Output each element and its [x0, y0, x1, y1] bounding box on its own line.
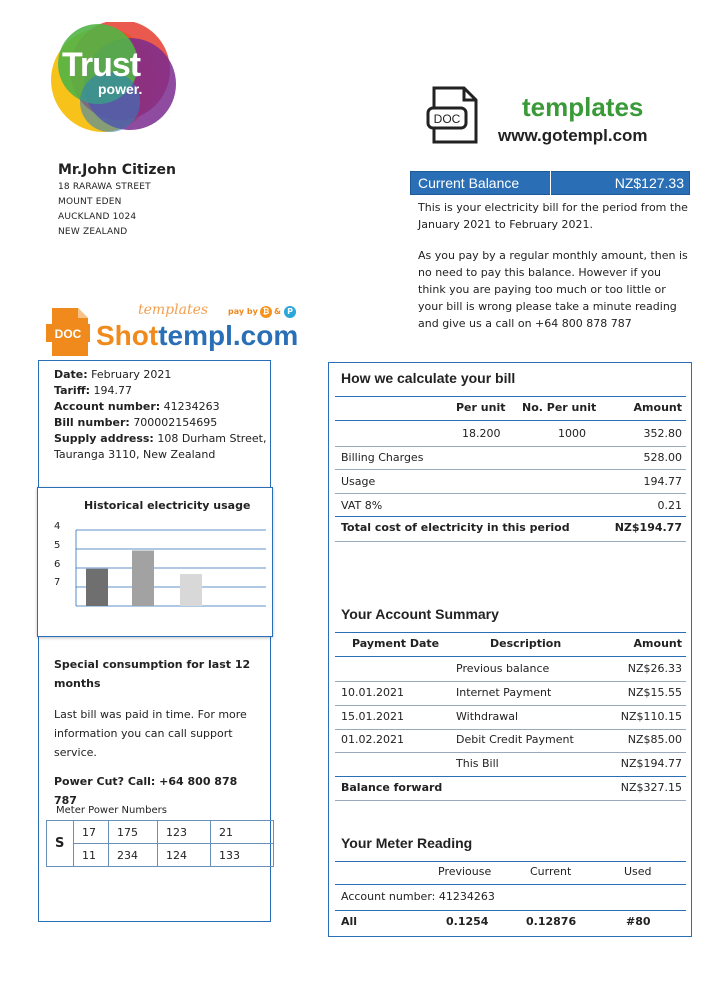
meter-row-label: S — [47, 821, 74, 867]
reading-header-used: Used — [624, 865, 652, 878]
paypal-icon: P — [284, 306, 296, 318]
logo-trust-text: Trust — [62, 46, 141, 84]
calc-rule-total — [335, 516, 686, 517]
doc-icon-label-orange: DOC — [54, 327, 82, 341]
summary-row-date: 01.02.2021 — [341, 733, 404, 746]
info-date — [54, 367, 171, 383]
supply-value-line-2: Tauranga 3110, New Zealand — [54, 448, 216, 461]
chart-y-tick-label: 6 — [54, 559, 61, 570]
summary-row-amount: NZ$26.33 — [627, 662, 682, 675]
doc-icon-label: DOC — [433, 112, 461, 126]
reading-account-value: 41234263 — [438, 890, 495, 903]
supply-value: 108 Durham Street, — [157, 432, 267, 445]
reading-rule-top — [335, 861, 686, 862]
reading-account — [341, 890, 495, 903]
address-line-1: 18 RARAWA STREET — [58, 182, 151, 192]
reading-all-label: All — [341, 915, 358, 928]
chart-y-tick-label: 5 — [54, 540, 61, 551]
customer-name: Mr.John Citizen — [58, 162, 176, 178]
calc-total-value: NZ$194.77 — [614, 521, 682, 534]
meter-cell: 124 — [158, 844, 211, 867]
chart-title: Historical electricity usage — [84, 499, 251, 512]
reading-used-value: #80 — [626, 915, 651, 928]
chart-bar — [86, 569, 108, 606]
watermark-shot-part: Shot — [96, 320, 159, 351]
summary-rule-bottom — [335, 800, 686, 801]
meter-row — [47, 821, 274, 844]
info-bill-number — [54, 415, 217, 431]
current-balance-label: Current Balance — [418, 175, 520, 191]
tariff-value: 194.77 — [93, 384, 133, 397]
meter-cell: 133 — [211, 844, 274, 867]
summary-row-amount: NZ$194.77 — [620, 757, 682, 770]
info-supply — [54, 431, 266, 447]
supply-label: Supply address: — [54, 432, 154, 445]
calc-row-amount: 0.21 — [657, 499, 682, 512]
pay-by-text: pay by — [228, 307, 258, 316]
usage-chart — [40, 510, 270, 620]
special-consumption-title: Special consumption for last 12 months — [54, 658, 251, 690]
watermark-url[interactable]: www.gotempl.com — [498, 126, 648, 145]
summary-row-amount: NZ$85.00 — [627, 733, 682, 746]
summary-row-amount: NZ$110.15 — [620, 710, 682, 723]
balance-message-period: This is your electricity bill for the period from the January 2021 to February 2021. — [418, 201, 688, 231]
meter-cell: 123 — [158, 821, 211, 844]
summary-row-rule — [335, 729, 686, 730]
summary-rule-header — [335, 656, 686, 657]
calc-row-label: Billing Charges — [341, 451, 424, 464]
summary-row-description: Debit Credit Payment — [456, 733, 574, 746]
calc-rule-bottom — [335, 541, 686, 542]
reading-rule — [335, 910, 686, 911]
chart-y-tick-label: 4 — [54, 521, 61, 532]
reading-header-current: Current — [530, 865, 572, 878]
calc-row-label: VAT 8% — [341, 499, 383, 512]
summary-row-rule — [335, 705, 686, 706]
doc-file-icon — [426, 86, 482, 146]
calc-rule-header — [335, 420, 686, 421]
watermark-templates-script: templates — [138, 302, 209, 318]
calc-no-per-unit-value: 1000 — [558, 427, 586, 440]
meter-reading-title: Your Meter Reading — [341, 835, 473, 851]
balance-forward-label: Balance forward — [341, 781, 443, 794]
summary-row-rule — [335, 681, 686, 682]
watermark-templates-text: templates — [522, 92, 644, 122]
power-cut-label: Power Cut? Call: — [54, 775, 156, 788]
meter-cell: 17 — [74, 821, 109, 844]
balance-message-info: As you pay by a regular monthly amount, then is no need to pay this balance. However if you think you are paying too much or too little or your bill is wrong please take a minute reading and give us a call on +64 800 878 787 — [418, 249, 688, 330]
summary-rule-top — [335, 632, 686, 633]
calc-header-per-unit: Per unit — [456, 401, 506, 414]
summary-row-date: 15.01.2021 — [341, 710, 404, 723]
address-line-2: MOUNT EDEN — [58, 197, 122, 207]
doc-file-icon-orange — [46, 306, 94, 358]
balance-forward-value: NZ$327.15 — [620, 781, 682, 794]
summary-header-amount: Amount — [633, 637, 682, 650]
summary-row-date: 10.01.2021 — [341, 686, 404, 699]
calc-rule — [335, 469, 686, 470]
calc-rule-top — [335, 396, 686, 397]
calc-rule — [335, 493, 686, 494]
summary-row-description: Internet Payment — [456, 686, 552, 699]
meter-cell: 234 — [109, 844, 158, 867]
summary-row-amount: NZ$15.55 — [627, 686, 682, 699]
summary-header-date: Payment Date — [352, 637, 440, 650]
summary-row-description: Previous balance — [456, 662, 550, 675]
calc-row1-amount: 352.80 — [643, 427, 682, 440]
pay-amp: & — [274, 307, 281, 316]
summary-row-rule — [335, 752, 686, 753]
calc-row-label: Usage — [341, 475, 376, 488]
calc-rule — [335, 446, 686, 447]
calc-header-no-per-unit: No. Per unit — [522, 401, 597, 414]
meter-cell: 21 — [211, 821, 274, 844]
reading-previous-value: 0.1254 — [446, 915, 489, 928]
summary-row-description: This Bill — [456, 757, 499, 770]
account-value: 41234263 — [163, 400, 220, 413]
chart-y-tick-label: 7 — [54, 577, 61, 588]
calc-row-amount: 194.77 — [643, 475, 682, 488]
reading-current-value: 0.12876 — [526, 915, 577, 928]
balance-divider — [550, 171, 551, 195]
info-account — [54, 399, 220, 415]
reading-rule-header — [335, 884, 686, 885]
calc-row-amount: 528.00 — [643, 451, 682, 464]
power-cut-phone[interactable]: +64 800 878 787 — [54, 775, 238, 807]
summary-section-title: Your Account Summary — [341, 606, 499, 622]
tariff-label: Tariff: — [54, 384, 91, 397]
calc-header-amount: Amount — [633, 401, 682, 414]
special-consumption-text: Last bill was paid in time. For more information you can call support service. — [54, 708, 247, 759]
bitcoin-icon: ₿ — [260, 306, 272, 318]
meter-cell: 11 — [74, 844, 109, 867]
current-balance-value: NZ$127.33 — [614, 175, 684, 191]
reading-account-label: Account number: — [341, 890, 436, 903]
account-label: Account number: — [54, 400, 161, 413]
meter-power-table — [46, 820, 274, 867]
meter-power-caption: Meter Power Numbers — [56, 805, 167, 816]
logo-text — [62, 48, 142, 96]
reading-header-previous: Previouse — [438, 865, 492, 878]
watermark-shotempl — [96, 320, 298, 352]
info-tariff — [54, 383, 132, 399]
date-value: February 2021 — [91, 368, 172, 381]
logo-power-text: power. — [98, 81, 143, 97]
meter-row — [47, 844, 274, 867]
summary-rule-balance — [335, 776, 686, 777]
calc-section-title: How we calculate your bill — [341, 370, 516, 386]
watermark-templ-part: templ.com — [158, 320, 299, 351]
summary-row-description: Withdrawal — [456, 710, 519, 723]
address-line-4: NEW ZEALAND — [58, 227, 128, 237]
address-line-3: AUCKLAND 1024 — [58, 212, 137, 222]
chart-bar — [180, 574, 202, 606]
meter-cell: 175 — [109, 821, 158, 844]
chart-bar — [132, 551, 154, 606]
date-label: Date: — [54, 368, 88, 381]
bill-number-label: Bill number: — [54, 416, 130, 429]
calc-total-label: Total cost of electricity in this period — [341, 521, 570, 534]
calc-per-unit-value: 18.200 — [462, 427, 501, 440]
summary-header-description: Description — [490, 637, 562, 650]
bill-number-value: 700002154695 — [133, 416, 218, 429]
